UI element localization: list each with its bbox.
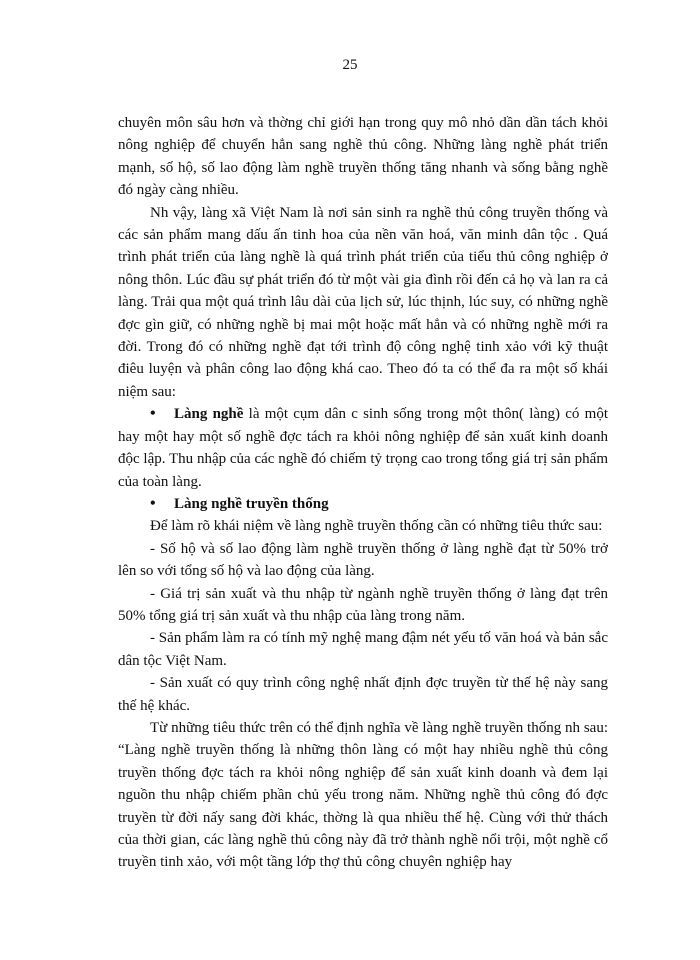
bullet-craft-village (118, 403, 608, 493)
page-body (118, 112, 608, 874)
paragraph-continuation: chuyên môn sâu hơn và thờng chỉ giới hạn trong quy mô nhỏ dần dần tách khỏi nông nghiệp để chuyển hẳn sang nghề thủ công. Những làng nghề phát triển mạnh, số hộ, số lao động làm nghề truyền thống tăng nhanh và sống bằng nghề đó ngày càng nhiều. (118, 115, 608, 199)
criterion-technology-process: - Sản xuất có quy trình công nghệ nhất định đợc truyền từ thế hệ này sang thế hệ khác. (118, 675, 608, 714)
criterion-households: - Số hộ và số lao động làm nghề truyền thống ở làng nghề đạt từ 50% trở lên so với tổng số hộ và lao động của làng. (118, 540, 608, 580)
bullet-icon: • (150, 405, 156, 423)
criterion-artistic-products: - Sản phẩm làm ra có tính mỹ nghệ mang đậm nét yếu tố văn hoá và bản sắc dân tộc Việt Nam. (118, 630, 608, 669)
heading-traditional-craft-village: Làng nghề truyền thống (174, 495, 329, 512)
criterion-production-value: - Giá trị sản xuất và thu nhập từ ngành nghề truyền thống ở làng đạt trên 50% tổng giá trị sản xuất và thu nhập của làng trong năm. (118, 585, 608, 624)
paragraph-criteria-intro: Để làm rõ khái niệm về làng nghề truyền thống cần có những tiêu thức sau: (150, 518, 603, 535)
bullet-traditional-craft-village (118, 493, 608, 515)
page-number: 25 (342, 57, 358, 73)
definition-craft-village: là một cụm dân c sinh sống trong một thôn( làng) có một hay một hay một số nghề đợc tách ra khỏi nông nghiệp để sản xuất kinh doanh độc lập. Thu nhập của các nghề đó chiếm tỷ trọng cao trong tổng giá trị sản phẩm của toàn làng. (118, 406, 608, 490)
paragraph-definition: Từ những tiêu thức trên có thể định nghĩa về làng nghề truyền thống nh sau: “Làng nghề truyền thống là những thôn làng có một hay nhiều nghề thủ công truyền thống đợc tách ra khỏi nông nghiệp để sản xuất kinh doanh và đem lại nguồn thu nhập chiếm phần chủ yếu trong năm. Những nghề thủ công đó đợc truyền từ đời nấy sang đời khác, thờng là qua nhiều thế hệ. Cùng với thử thách của thời gian, các làng nghề thủ công này đã trở thành nghề nổi trội, một nghề cổ truyền tinh xảo, với một tầng lớp thợ thủ công chuyên nghiệp hay (118, 719, 608, 871)
bullet-icon: • (150, 494, 156, 512)
paragraph-village-origins: Nh vậy, làng xã Việt Nam là nơi sản sinh ra nghề thủ công truyền thống và các sản phẩm mang dấu ấn tinh hoa của nền văn hoá, văn minh dân tộc . Quá trình phát triển của làng nghề là quá trình phát triển của tiểu thủ công nghiệp ở nông thôn. Lúc đầu sự phát triển đó từ một vài gia đình rồi đến cả họ và lan ra cả làng. Trải qua một quá trình lâu dài của lịch sử, lúc thịnh, lúc suy, có những nghề đợc gìn giữ, có những nghề bị mai một hoặc mất hẳn và có những nghề mới ra đời. Trong đó có những nghề đạt tới trình độ công nghệ tinh xảo với kỹ thuật điêu luyện và phân công lao động khá cao. Theo đó ta có thể đa ra một số khái niệm sau: (118, 204, 608, 400)
term-craft-village: Làng nghề (174, 406, 244, 423)
